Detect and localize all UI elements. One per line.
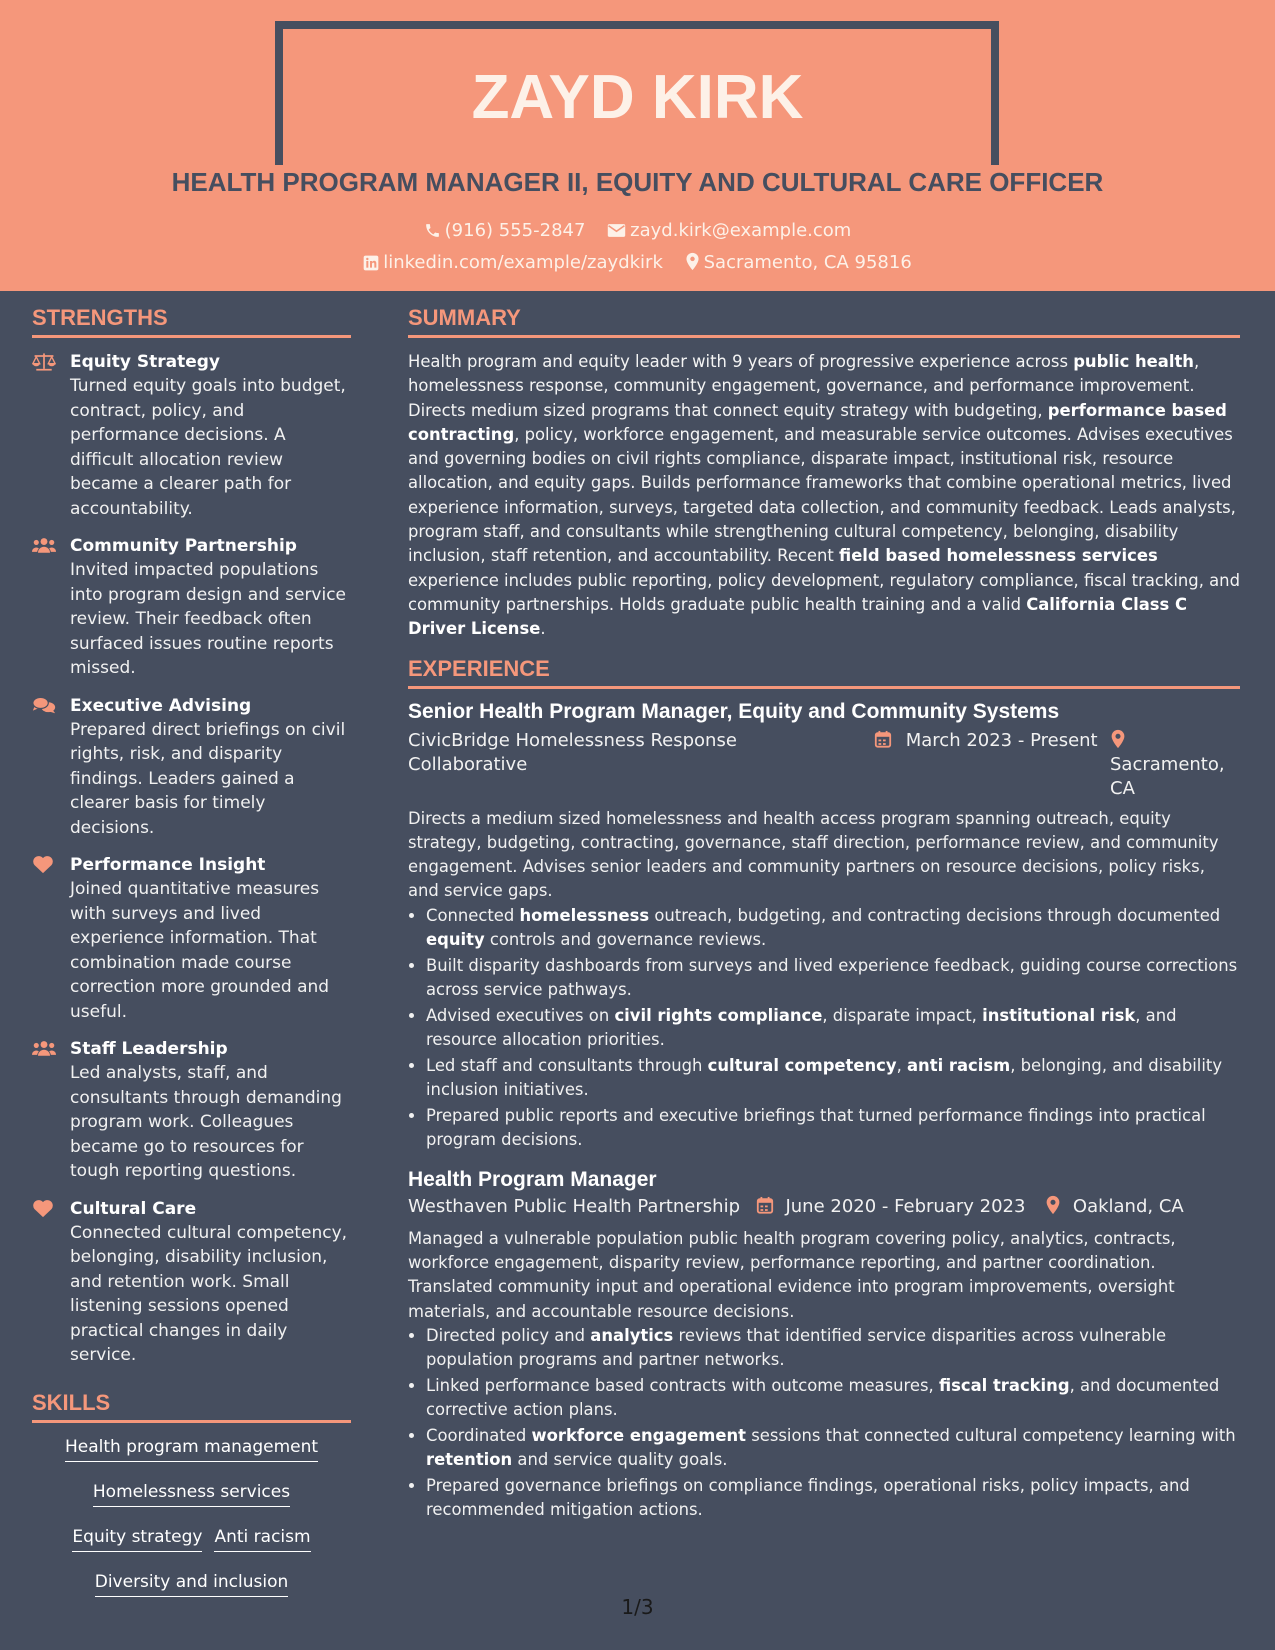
text-run: Linked performance based contracts with outcome measures, bbox=[426, 1376, 939, 1395]
bullet-item bbox=[426, 1374, 1240, 1423]
skills-heading: SKILLS bbox=[32, 1390, 351, 1423]
skills-list bbox=[32, 1435, 351, 1597]
location-item bbox=[685, 252, 912, 273]
text-run: Directed policy and bbox=[426, 1325, 591, 1345]
bold-keyword: cultural competency bbox=[707, 1056, 897, 1076]
text-run: Advised executives on bbox=[426, 1005, 615, 1025]
map-pin-icon bbox=[1110, 729, 1126, 749]
bullet-item bbox=[426, 904, 1240, 953]
strengths-heading: STRENGTHS bbox=[32, 305, 351, 338]
text-run: Led staff and consultants through bbox=[426, 1056, 708, 1076]
company-name: CivicBridge Homelessness Response Collaborative bbox=[408, 729, 737, 775]
phone-text: (916) 555-2847 bbox=[444, 220, 586, 241]
strength-title: Executive Advising bbox=[70, 695, 252, 716]
bullet-item bbox=[426, 1004, 1240, 1053]
text-run: , belonging, and disability inclusion initiatives. bbox=[426, 1056, 1223, 1100]
bold-keyword: retention bbox=[426, 1450, 513, 1470]
heart-icon bbox=[32, 1199, 54, 1222]
skill-row bbox=[32, 1570, 351, 1597]
people-icon bbox=[32, 1039, 56, 1061]
linkedin-item[interactable] bbox=[363, 252, 663, 273]
text-run: experience includes public reporting, policy development, regulatory compliance, fiscal tracking, and community partnerships. Holds graduate public health training and a valid bbox=[408, 570, 1240, 614]
text-run: sessions that connected cultural competency learning with bbox=[746, 1426, 1236, 1446]
skill-tag: Equity strategy bbox=[72, 1525, 202, 1552]
bullet-item bbox=[426, 1474, 1240, 1523]
skill-tag: Homelessness services bbox=[93, 1480, 290, 1507]
bold-keyword: institutional risk bbox=[982, 1005, 1136, 1025]
phone-item bbox=[424, 220, 586, 241]
strength-item bbox=[32, 534, 351, 681]
job-description: Managed a vulnerable population public health program covering policy, analytics, contracts, workforce engagement, disparity review, performance reporting, and partner coordination. Translated community input and operational evidence into program improvements, oversight materials, and accountable resource decisions. bbox=[408, 1228, 1176, 1321]
bold-keyword: civil rights compliance bbox=[614, 1005, 823, 1025]
header-banner bbox=[0, 0, 1275, 291]
strength-description: Turned equity goals into budget, contract, policy, and performance decisions. A difficult allocation review became a clearer path for accountability. bbox=[70, 376, 346, 519]
text-run: Prepared governance briefings on compliance findings, operational risks, policy impacts, and recommended mitigation actions. bbox=[426, 1476, 1190, 1520]
bullet-item bbox=[426, 1424, 1240, 1473]
text-run: Connected bbox=[426, 905, 520, 925]
job-title: Health Program Manager bbox=[408, 1167, 657, 1191]
job-meta bbox=[408, 1195, 1240, 1219]
people-icon bbox=[32, 536, 56, 558]
strength-title: Performance Insight bbox=[70, 855, 266, 875]
job-dates-text: March 2023 - Present bbox=[905, 729, 1098, 751]
bold-keyword: analytics bbox=[590, 1325, 674, 1345]
skill-tag: Anti racism bbox=[214, 1525, 310, 1552]
job-meta bbox=[408, 727, 1240, 799]
job-location-text: Sacramento, CA bbox=[1110, 753, 1225, 799]
candidate-name: ZAYD KIRK bbox=[471, 63, 804, 132]
job-bullets bbox=[408, 1324, 1240, 1523]
skill-row bbox=[32, 1525, 351, 1552]
bold-keyword: performance based contracting bbox=[408, 400, 1227, 444]
text-run: , disparate impact, bbox=[822, 1005, 983, 1025]
bullet-item bbox=[426, 1054, 1240, 1103]
email-item[interactable] bbox=[607, 220, 851, 241]
strength-title: Equity Strategy bbox=[70, 352, 220, 372]
skill-tag: Diversity and inclusion bbox=[95, 1570, 289, 1597]
summary-heading: SUMMARY bbox=[408, 305, 1240, 338]
skill-row bbox=[32, 1480, 351, 1507]
bold-keyword: California Class C Driver License bbox=[408, 594, 1188, 639]
text-run: , and documented corrective action plans. bbox=[426, 1376, 1220, 1420]
text-run: . bbox=[540, 619, 546, 639]
contact-row-2 bbox=[0, 252, 1275, 273]
job-location bbox=[1110, 729, 1126, 753]
text-run: , and resource allocation priorities. bbox=[426, 1005, 1177, 1050]
envelope-icon bbox=[607, 222, 626, 239]
linkedin-link[interactable]: linkedin.com/example/zaydkirk bbox=[383, 252, 663, 273]
text-run: and service quality goals. bbox=[512, 1450, 728, 1470]
strengths-list bbox=[32, 350, 351, 1368]
bold-keyword: equity bbox=[426, 930, 485, 950]
job-location-text: Oakland, CA bbox=[1072, 1195, 1184, 1217]
page-number: 1/3 bbox=[621, 1595, 654, 1619]
strength-description: Connected cultural competency, belonging, disability inclusion, and retention work. Small listening sessions opened practical changes in daily service. bbox=[70, 1222, 348, 1365]
strength-item bbox=[32, 1037, 351, 1184]
strength-item bbox=[32, 350, 351, 521]
phone-icon bbox=[424, 222, 441, 239]
bold-keyword: fiscal tracking bbox=[938, 1376, 1070, 1395]
linkedin-icon bbox=[363, 255, 379, 271]
strength-description: Invited impacted populations into program design and service review. Their feedback often surfaced issues routine reports missed. bbox=[70, 560, 347, 678]
scale-icon bbox=[32, 352, 56, 376]
job-bullets bbox=[408, 904, 1240, 1153]
skill-row bbox=[32, 1435, 351, 1462]
text-run: Coordinated bbox=[426, 1426, 532, 1446]
job-entry bbox=[408, 697, 1240, 1153]
text-run: , bbox=[896, 1056, 907, 1076]
strength-description: Joined quantitative measures with surveys and lived experience information. That combination made course correction more grounded and useful. bbox=[70, 879, 330, 1022]
strength-title: Community Partnership bbox=[70, 536, 297, 556]
bold-keyword: homelessness bbox=[519, 905, 650, 925]
job-title: Senior Health Program Manager, Equity and Community Systems bbox=[408, 699, 1060, 723]
heart-icon bbox=[32, 855, 54, 878]
chat-icon bbox=[32, 696, 56, 719]
strength-title: Cultural Care bbox=[70, 1198, 197, 1219]
strength-title: Staff Leadership bbox=[70, 1039, 228, 1059]
job-dates-text: June 2020 - February 2023 bbox=[785, 1195, 1026, 1217]
text-run: controls and governance reviews. bbox=[484, 930, 767, 950]
experience-heading: EXPERIENCE bbox=[408, 656, 1240, 689]
bold-keyword: workforce engagement bbox=[531, 1426, 746, 1446]
strength-description: Prepared direct briefings on civil rights, risk, and disparity findings. Leaders gained a clearer basis for timely decisions. bbox=[70, 719, 346, 838]
bold-keyword: field based homelessness services bbox=[839, 546, 1158, 566]
calendar-icon bbox=[756, 1196, 774, 1215]
right-column bbox=[408, 305, 1240, 1524]
strength-item bbox=[32, 1197, 351, 1368]
strength-description: Led analysts, staff, and consultants through demanding program work. Colleagues became go to resources for tough reporting questions. bbox=[70, 1063, 342, 1181]
calendar-icon bbox=[874, 730, 892, 749]
text-run: Built disparity dashboards from surveys and lived experience feedback, guiding course corrections across service pathways. bbox=[426, 955, 1238, 1000]
skill-tag: Health program management bbox=[65, 1435, 318, 1462]
strength-item bbox=[32, 694, 351, 841]
text-run: , homelessness response, community engagement, governance, and performance improvement. Directs medium sized programs that connect equity strategy with budgeting, bbox=[408, 352, 1200, 420]
text-run: , policy, workforce engagement, and measurable service outcomes. Advises executives and governing bodies on civil rights compliance, disparate impact, institutional risk, resource allocation, and equity gaps. Builds performance frameworks that combine operational metrics, lived experience information, surveys, targeted data collection, and community feedback. Leads analysts, program staff, and consultants while strengthening cultural competency, belonging, disability inclusion, staff retention, and accountability. Recent bbox=[408, 424, 1236, 566]
email-link[interactable]: zayd.kirk@example.com bbox=[630, 220, 852, 241]
contact-row-1 bbox=[0, 220, 1275, 241]
bold-keyword: anti racism bbox=[907, 1056, 1011, 1076]
bullet-item bbox=[426, 954, 1240, 1003]
text-run: Prepared public reports and executive briefings that turned performance findings into practical program decisions. bbox=[426, 1106, 1206, 1150]
job-dates bbox=[874, 729, 1098, 753]
text-run: reviews that identified service disparities across vulnerable population programs and partner networks. bbox=[426, 1325, 1167, 1370]
bullet-item bbox=[426, 1104, 1240, 1153]
bullet-item bbox=[426, 1324, 1240, 1373]
summary-text bbox=[408, 350, 1240, 642]
strength-item bbox=[32, 853, 351, 1024]
job-entry bbox=[408, 1165, 1240, 1523]
text-run: Health program and equity leader with 9 years of progressive experience across bbox=[408, 352, 1074, 371]
location-text: Sacramento, CA 95816 bbox=[703, 252, 912, 273]
text-run: outreach, budgeting, and contracting decisions through documented bbox=[649, 905, 1221, 925]
map-pin-icon bbox=[1045, 1195, 1061, 1215]
map-pin-icon bbox=[685, 252, 700, 271]
job-description: Directs a medium sized homelessness and health access program spanning outreach, equity strategy, budgeting, contracting, governance, staff direction, performance review, and community engagement. Advises senior leaders and community partners on resource decisions, policy risks, and service gaps. bbox=[408, 808, 1219, 901]
job-title-headline: HEALTH PROGRAM MANAGER II, EQUITY AND CULTURAL CARE OFFICER bbox=[171, 167, 1104, 197]
company-name: Westhaven Public Health Partnership bbox=[408, 1195, 740, 1217]
left-column bbox=[32, 305, 351, 1615]
bold-keyword: public health bbox=[1073, 352, 1194, 371]
